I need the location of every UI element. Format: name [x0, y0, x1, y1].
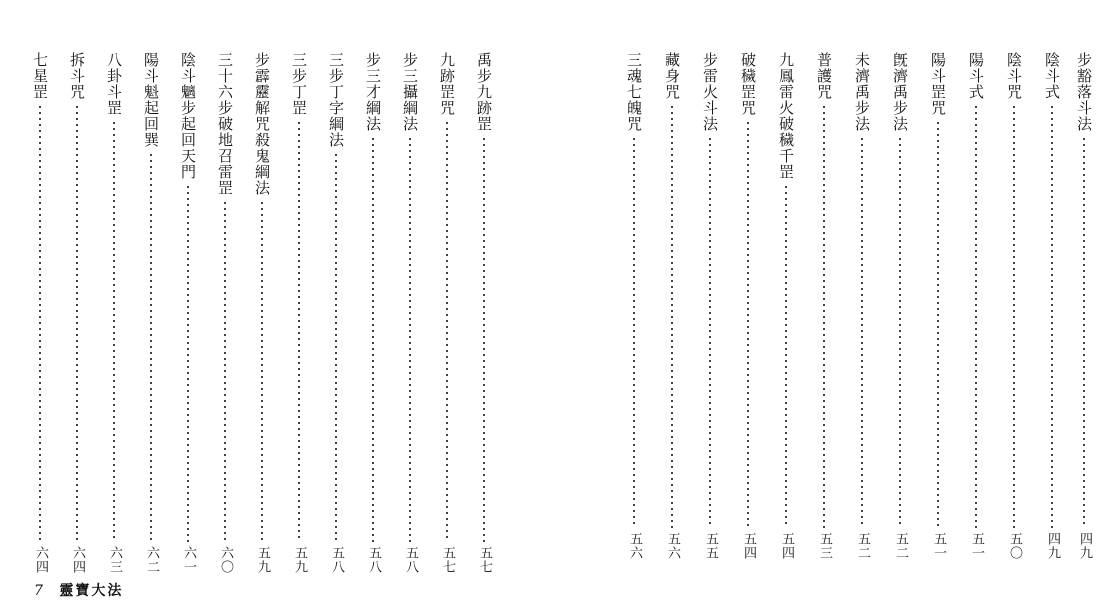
toc-entry-page: 五〇 — [1007, 532, 1022, 560]
toc-entry-title: 陰斗魑步起回天門 — [179, 52, 197, 180]
dot-leader — [975, 104, 977, 528]
toc-entry-page: 五四 — [741, 532, 756, 560]
toc-entry-title: 八卦斗罡 — [105, 52, 123, 116]
dot-leader — [937, 120, 939, 528]
toc-entry-title: 三步丁罡 — [290, 52, 308, 116]
toc-entry — [252, 52, 272, 574]
toc-entry-title: 禹步九跡罡 — [475, 52, 493, 132]
toc-entry-page: 五九 — [292, 546, 307, 574]
toc-entry — [662, 52, 682, 560]
toc-entry-page: 五八 — [329, 546, 344, 574]
dot-leader — [298, 120, 300, 542]
dot-leader — [187, 184, 189, 542]
toc-entry — [852, 52, 872, 560]
toc-entry-page: 六二 — [144, 546, 159, 574]
dot-leader — [76, 104, 78, 542]
toc-entry-title: 破穢罡咒 — [739, 52, 757, 116]
toc-entry-title: 陽斗式 — [967, 52, 985, 100]
toc-entry — [67, 52, 87, 574]
dot-leader — [39, 104, 41, 542]
toc-entry-title: 陰斗咒 — [1005, 52, 1023, 100]
toc-entry-title: 步霹靂解咒殺鬼綱法 — [253, 52, 271, 196]
toc-entry — [363, 52, 383, 574]
toc-entry — [928, 52, 948, 560]
page-footer — [34, 580, 123, 600]
toc-entry — [326, 52, 346, 574]
footer-page-number: 7 — [34, 583, 43, 599]
toc-entry — [814, 52, 834, 560]
toc-entry-page: 五六 — [627, 532, 642, 560]
dot-leader — [671, 104, 673, 528]
toc-entry-page: 五七 — [440, 546, 455, 574]
toc-entry-page: 六〇 — [218, 546, 233, 574]
toc-entry-title: 步三攝綱法 — [401, 52, 419, 132]
toc-entry-title: 未濟禹步法 — [853, 52, 871, 132]
toc-entry-page: 五二 — [893, 532, 908, 560]
dot-leader — [785, 184, 787, 528]
toc-entry-title: 步豁落斗法 — [1075, 52, 1093, 132]
toc-entry — [1074, 52, 1094, 560]
dot-leader — [483, 136, 485, 542]
dot-leader — [261, 200, 263, 542]
toc-entry-title: 拆斗咒 — [68, 52, 86, 100]
toc-entry-page: 五七 — [477, 546, 492, 574]
toc-entry-title: 七星罡 — [31, 52, 49, 100]
toc-entry — [776, 52, 796, 560]
toc-entry — [178, 52, 198, 574]
toc-entry — [215, 52, 235, 574]
toc-entry-page: 五八 — [366, 546, 381, 574]
toc-entry-page: 四九 — [1045, 532, 1060, 560]
toc-entry-page: 六四 — [70, 546, 85, 574]
dot-leader — [224, 200, 226, 542]
toc-entry — [700, 52, 720, 560]
toc-entry — [890, 52, 910, 560]
toc-entry-title: 藏身咒 — [663, 52, 681, 100]
dot-leader — [409, 136, 411, 542]
dot-leader — [1013, 104, 1015, 528]
toc-entry-title: 步雷火斗法 — [701, 52, 719, 132]
toc-entry — [738, 52, 758, 560]
dot-leader — [335, 152, 337, 542]
toc-entry-page: 五八 — [403, 546, 418, 574]
dot-leader — [633, 136, 635, 528]
toc-entry-page: 六一 — [181, 546, 196, 574]
dot-leader — [150, 152, 152, 542]
toc-entry-page: 五三 — [817, 532, 832, 560]
toc-entry — [289, 52, 309, 574]
dot-leader — [823, 104, 825, 528]
toc-entry-title: 三十六步破地召雷罡 — [216, 52, 234, 196]
toc-entry — [624, 52, 644, 560]
dot-leader — [372, 136, 374, 542]
toc-entry-title: 九跡罡咒 — [438, 52, 456, 116]
dot-leader — [1051, 104, 1053, 528]
toc-entry-page: 五一 — [969, 532, 984, 560]
dot-leader — [747, 120, 749, 528]
toc-entry-page: 五九 — [255, 546, 270, 574]
toc-entry-title: 九鳳雷火破穢千罡 — [777, 52, 795, 180]
right-page — [560, 0, 1103, 600]
toc-entry — [400, 52, 420, 574]
toc-entry-title: 陽斗罡咒 — [929, 52, 947, 116]
dot-leader — [861, 136, 863, 528]
dot-leader — [113, 120, 115, 542]
toc-entry-page: 六四 — [33, 546, 48, 574]
toc-entry-page: 四九 — [1077, 532, 1092, 560]
toc-entry-page: 五一 — [931, 532, 946, 560]
toc-entry-title: 陽斗魁起回巽 — [142, 52, 160, 148]
left-page — [0, 0, 520, 600]
toc-entry — [474, 52, 494, 574]
toc-entry — [141, 52, 161, 574]
toc-entry-title: 陰斗式 — [1043, 52, 1061, 100]
dot-leader — [446, 120, 448, 542]
toc-entry — [437, 52, 457, 574]
toc-entry-title: 三步丁字綱法 — [327, 52, 345, 148]
toc-entry — [30, 52, 50, 574]
toc-entry-title: 普護咒 — [815, 52, 833, 100]
toc-entry — [966, 52, 986, 560]
toc-entry — [1042, 52, 1062, 560]
toc-entry-title: 旣濟禹步法 — [891, 52, 909, 132]
dot-leader — [1083, 136, 1085, 528]
toc-entry-page: 五四 — [779, 532, 794, 560]
toc-entry-page: 五六 — [665, 532, 680, 560]
dot-leader — [899, 136, 901, 528]
toc-entry — [104, 52, 124, 574]
toc-entry-title: 步三才綱法 — [364, 52, 382, 132]
dot-leader — [709, 136, 711, 528]
toc-entry-page: 六三 — [107, 546, 122, 574]
footer-book-title: 靈寶大法 — [59, 583, 124, 599]
toc-entry — [1004, 52, 1024, 560]
toc-entry-page: 五五 — [703, 532, 718, 560]
toc-entry-page: 五二 — [855, 532, 870, 560]
toc-entry-title: 三魂七魄咒 — [625, 52, 643, 132]
